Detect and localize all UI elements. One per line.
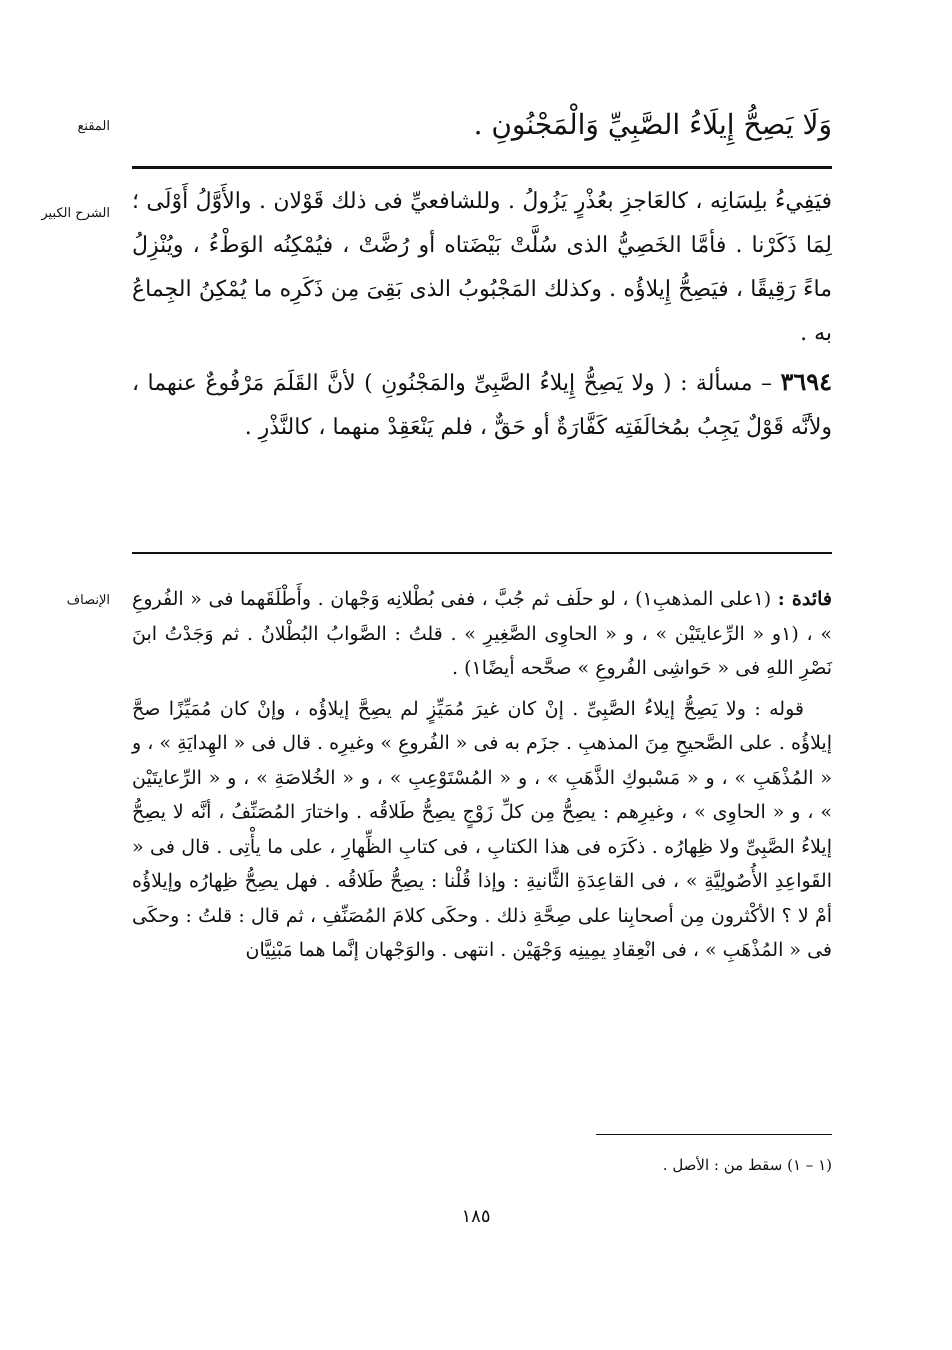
footnote: (١ – ١) سقط من : الأصل .: [662, 1156, 832, 1174]
sharh-section: [132, 180, 832, 450]
page-number: ١٨٥: [461, 1206, 491, 1227]
faida-paragraph: [132, 582, 832, 686]
faida-label: فائدة :: [777, 588, 832, 610]
insaf-section: [132, 582, 832, 968]
section-divider: [132, 552, 832, 554]
footnote-divider: [596, 1134, 832, 1135]
masala-text: – مسألة : ( ولا يَصِحُّ إِيلاءُ الصَّبِىِّ والمَجْنُونِ ) لأنَّ القَلَمَ مَرْفُوعٌ عنهما ، ولأنَّه قَوْلٌ يَجِبُ بمُخالَفَتِه كَفَّارَةٌ أو حَقٌّ ، فلم يَنْعَقِدْ منهما ، كالنَّذْرِ .: [132, 371, 832, 440]
qawluhu-paragraph: قوله : ولا يَصِحُّ إيلاءُ الصَّبِىِّ . إنْ كان غيرَ مُمَيِّزٍ لم يصِحَّ إيلاؤُه ، وإنْ كان مُمَيِّزًا صحَّ إيلاؤُه . على الصَّحيحِ مِنَ المذهبِ . جزَم به فى « الفُروعِ » وغيرِه . قال فى « الهِدايَةِ » ، و « المُذْهَبِ » ، و « مَسْبوكِ الذَّهَبِ » ، و « المُسْتَوْعِبِ » ، و « الخُلاصَةِ » ، و « الرِّعايتَيْن » ، و « الحاوِى » ، وغيرِهم : يصِحُّ مِن كلِّ زَوْجٍ يصِحُّ طَلاقُه . واختارَ المُصَنِّفُ ، أنَّه لا يصِحُّ إيلاءُ الصَّبِىِّ ولا ظِهارُه . ذكَرَه فى هذا الكتابِ ، فى كتابِ الظِّهارِ ، على ما يأْتِى . قال فى « القَواعِدِ الأُصُولِيَّةِ » ، فى القاعِدَةِ الثَّانيةِ : وإذا قُلْنا : يصِحُّ طَلاقُه . فهل يصِحُّ ظِهارُه وإيلاؤُه أمْ لا ؟ الأكْثرون مِن أصحابِنا على صِحَّةِ ذلك . وحكَى كلامَ المُصَنِّفِ ، ثم قال : قلتُ : وحكَى فى « المُذْهَبِ » ، فى انْعِقادِ يمِينِه وَجْهَيْن . انتهى . والوَجْهان إنَّما هما مَبْنِيَّان: [132, 697, 832, 961]
sharh-paragraph: فيَفِيءُ بلِسَانِه ، كالعَاجزِ بعُذْرٍ يَزُولُ . وللشافعيِّ فى ذلك قَوْلان . والأَوَّلُ أَوْلَى ؛ لِمَا ذَكَرْنا . فأمَّا الخَصِيُّ الذى سُلَّتْ بَيْضَتاه أو رُضَّتْ ، فيُمْكِنُه الوَطْءُ ، ويُنْزِلُ ماءً رَقِيقًا ، فيَصِحُّ إِيلاؤُه . وكذلك المَجْبُوبُ الذى بَقِىَ مِن ذَكَرِه ما يُمْكِنُ الجِماعُ به .: [132, 189, 832, 346]
side-label-insaf: الإنصاف: [66, 593, 110, 608]
faida-text: (١على المذهبِ١) ، لو حلَف ثم جُبَّ ، ففى بُطْلانِه وَجْهان . وأَطْلَقَهما فى « الفُروعِ » ، (١و « الرِّعايتَيْن » ، و « الحاوِى الصَّغِيرِ » . قلتُ : الصَّوابُ البُطْلانُ . ثم وَجَدْتُ ابنَ نَصْرِ اللهِ فى « حَواشِى الفُروعِ » صحَّحه أيضًا١) .: [132, 588, 833, 679]
side-label-sharh: الشرح الكبير: [41, 206, 110, 221]
side-label-muqni: المقنع: [77, 119, 110, 134]
masala-paragraph: [132, 360, 832, 450]
masala-number: ٣٦٩٤: [780, 367, 832, 396]
muqni-heading: وَلَا يَصِحُّ إِيلَاءُ الصَّبِيِّ وَالْمَجْنُونِ .: [473, 108, 832, 141]
heading-divider: [132, 166, 832, 169]
